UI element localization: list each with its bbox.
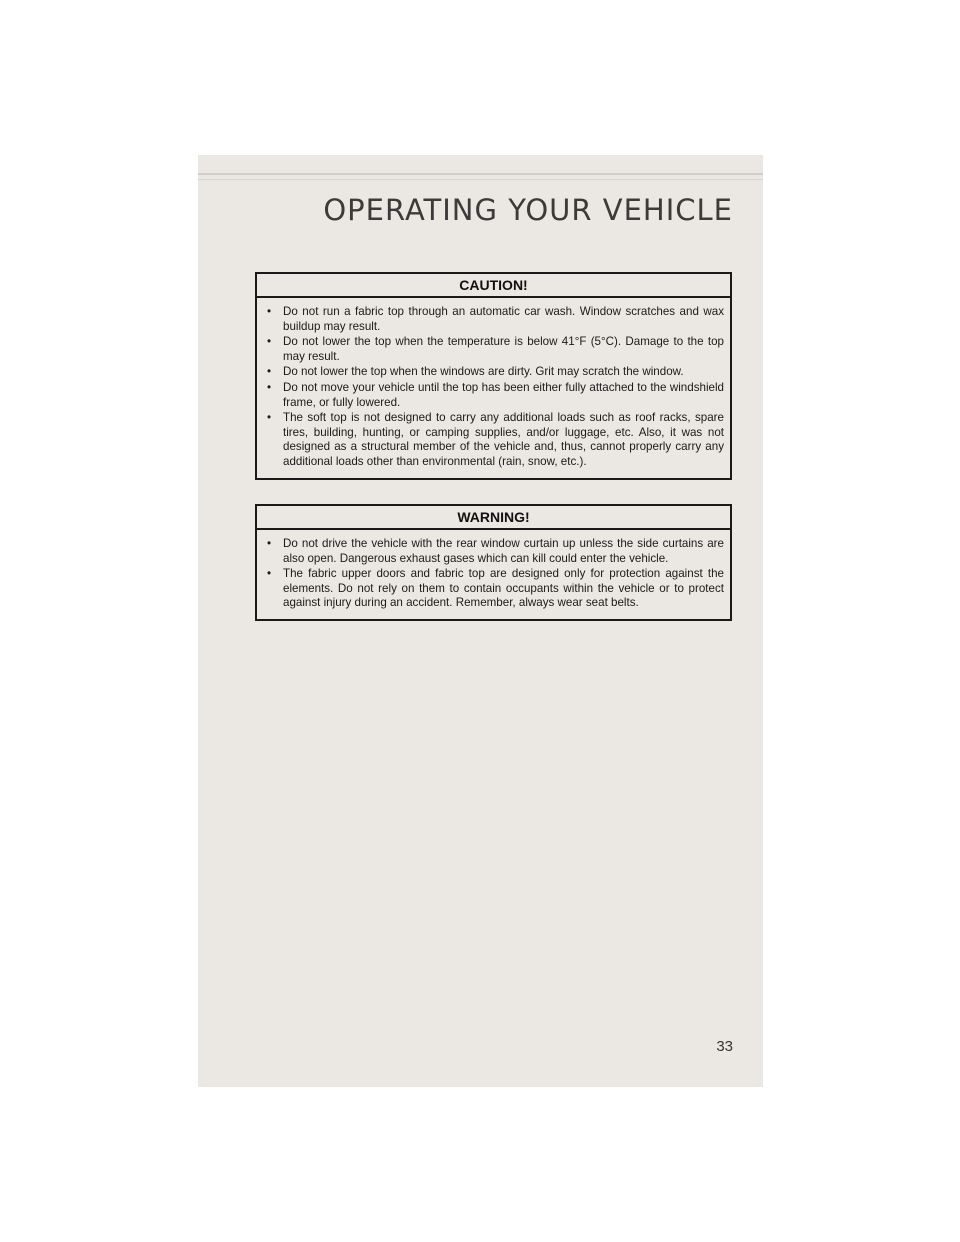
header-rule <box>198 173 763 175</box>
list-item: • The fabric upper doors and fabric top are designed only for protection against the elements. Do not rely on them to contain occupants within the vehicle or to protect against injury during an accident. Remember, always wear seat belts. <box>267 567 724 610</box>
caution-list <box>263 305 724 470</box>
list-item: • Do not run a fabric top through an automatic car wash. Window scratches and wax buildup may result. <box>267 305 724 333</box>
bullet-icon: • <box>267 567 272 581</box>
warning-title: WARNING! <box>257 506 730 530</box>
bullet-icon: • <box>267 365 272 379</box>
list-item: • Do not lower the top when the windows are dirty. Grit may scratch the window. <box>267 365 684 379</box>
warning-list <box>263 537 724 611</box>
section-title: OPERATING YOUR VEHICLE <box>323 193 733 227</box>
warning-box <box>255 504 732 621</box>
bullet-icon: • <box>267 305 272 318</box>
list-item: • Do not drive the vehicle with the rear window curtain up unless the side curtains are also open. Dangerous exhaust gases which can kill could enter the vehicle. <box>267 537 724 565</box>
list-item: • Do not lower the top when the temperature is below 41°F (5°C). Damage to the top may result. <box>267 335 724 363</box>
page-number: 33 <box>716 1038 733 1055</box>
header-rule-thin <box>198 179 763 180</box>
manual-page <box>198 155 763 1087</box>
bullet-icon: • <box>267 537 272 550</box>
caution-title: CAUTION! <box>257 274 730 298</box>
bullet-icon: • <box>267 411 272 425</box>
list-item: • Do not move your vehicle until the top has been either fully attached to the windshield frame, or fully lowered. <box>267 380 724 409</box>
bullet-icon: • <box>267 380 272 394</box>
list-item: • The soft top is not designed to carry any additional loads such as roof racks, spare tires, building, hunting, or camping supplies, and/or luggage, etc. Also, it was not designed as a structural member of the vehicle and, thus, cannot properly carry any additional loads other than environmental (rain, snow, etc.). <box>267 411 724 468</box>
bullet-icon: • <box>267 335 272 349</box>
caution-box <box>255 272 732 480</box>
